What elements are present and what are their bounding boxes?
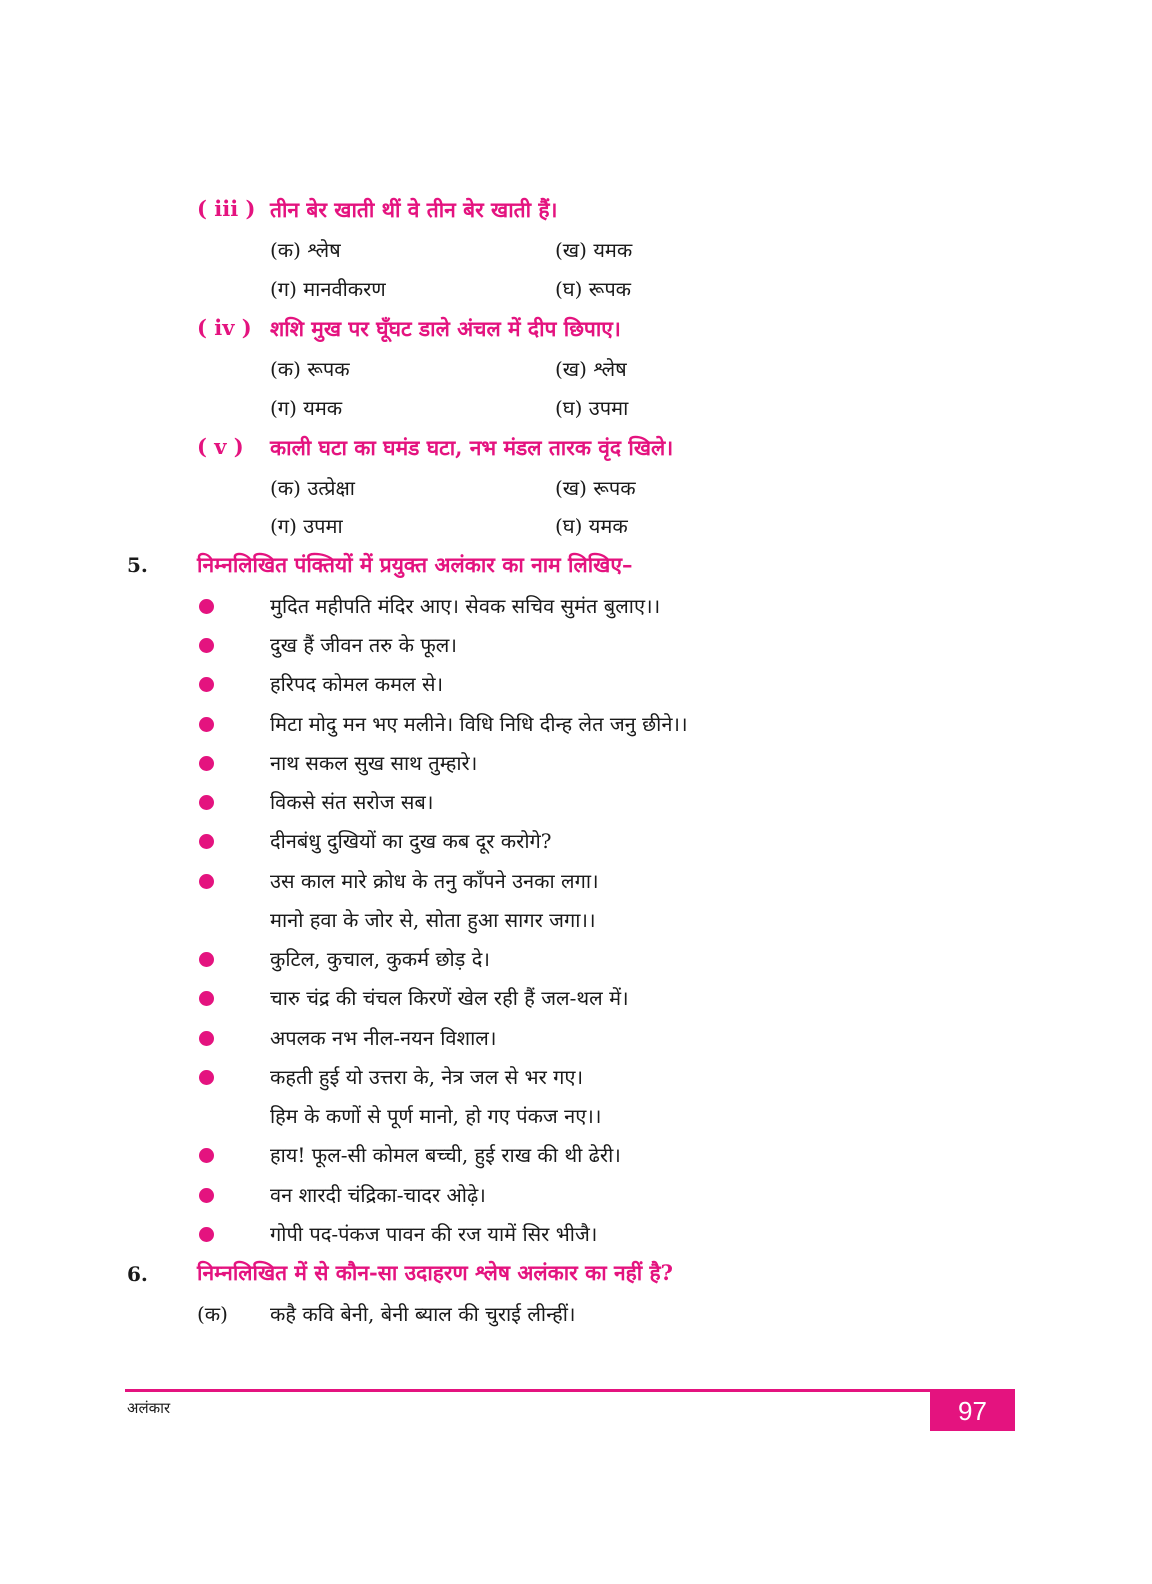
- list-item: कुटिल, कुचाल, कुकर्म छोड़ दे।: [270, 947, 490, 971]
- list-item: उस काल मारे क्रोध के तनु काँपने उनका लगा।: [270, 869, 599, 893]
- list-item: हाय! फूल-सी कोमल बच्ची, हुई राख की थी ढेरी।: [270, 1143, 621, 1167]
- bullet-icon: [199, 1031, 214, 1046]
- list-item: हरिपद कोमल कमल से।: [270, 672, 444, 696]
- option-ga: (ग) उपमा: [270, 514, 343, 538]
- list-item: कहती हुई यो उत्तरा के, नेत्र जल से भर गए।: [270, 1065, 584, 1089]
- section-title: निम्नलिखित पंक्तियों में प्रयुक्त अलंकार का नाम लिखिए–: [197, 552, 633, 577]
- list-item: गोपी पद-पंकज पावन की रज यामें सिर भीजै।: [270, 1222, 598, 1246]
- bullet-icon: [199, 638, 214, 653]
- bullet-icon: [199, 1188, 214, 1203]
- option-label: (क): [197, 1302, 228, 1326]
- bullet-icon: [199, 756, 214, 771]
- question-number: ( iii ): [197, 196, 256, 221]
- option-kha: (ख) यमक: [555, 238, 633, 262]
- option-gha: (घ) रूपक: [555, 277, 632, 301]
- option-ga: (ग) मानवीकरण: [270, 277, 386, 301]
- question-number: ( iv ): [197, 315, 252, 340]
- footer-chapter-label: अलंकार: [127, 1399, 171, 1417]
- option-text: कहै कवि बेनी, बेनी ब्याल की चुराई लीन्हीं।: [270, 1302, 576, 1326]
- page-number: 97: [930, 1391, 1015, 1431]
- question-text: तीन बेर खाती थीं वे तीन बेर खाती हैं।: [270, 197, 558, 222]
- option-kha: (ख) रूपक: [555, 476, 636, 500]
- list-item: वन शारदी चंद्रिका-चादर ओढ़े।: [270, 1183, 486, 1207]
- option-gha: (घ) यमक: [555, 514, 628, 538]
- section-number: 6.: [127, 1262, 148, 1286]
- question-text: शशि मुख पर घूँघट डाले अंचल में दीप छिपाए।: [270, 316, 621, 341]
- bullet-icon: [199, 834, 214, 849]
- bullet-icon: [199, 952, 214, 967]
- bullet-icon: [199, 1227, 214, 1242]
- bullet-icon: [199, 1148, 214, 1163]
- section-number: 5.: [127, 553, 148, 577]
- question-text: काली घटा का घमंड घटा, नभ मंडल तारक वृंद खिले।: [270, 435, 674, 460]
- option-gha: (घ) उपमा: [555, 396, 629, 420]
- list-item: चारु चंद्र की चंचल किरणें खेल रही हैं जल-थल में।: [270, 986, 629, 1010]
- footer-divider: [125, 1389, 1015, 1392]
- list-item: मुदित महीपति मंदिर आए। सेवक सचिव सुमंत बुलाए।।: [270, 594, 661, 618]
- question-number: ( v ): [197, 434, 244, 459]
- section-title: निम्नलिखित में से कौन-सा उदाहरण श्लेष अलंकार का नहीं है?: [197, 1260, 673, 1285]
- bullet-icon: [199, 991, 214, 1006]
- bullet-icon: [199, 1070, 214, 1085]
- bullet-icon: [199, 795, 214, 810]
- list-item: दुख हैं जीवन तरु के फूल।: [270, 633, 457, 657]
- list-item: दीनबंधु दुखियों का दुख कब दूर करोगे?: [270, 829, 552, 853]
- list-item: विकसे संत सरोज सब।: [270, 790, 434, 814]
- list-item-continuation: मानो हवा के जोर से, सोता हुआ सागर जगा।।: [270, 908, 596, 932]
- option-ka: (क) उत्प्रेक्षा: [270, 476, 355, 500]
- option-ka: (क) श्लेष: [270, 238, 341, 262]
- option-ga: (ग) यमक: [270, 396, 343, 420]
- list-item: अपलक नभ नील-नयन विशाल।: [270, 1026, 497, 1050]
- option-ka: (क) रूपक: [270, 357, 350, 381]
- list-item-continuation: हिम के कणों से पूर्ण मानो, हो गए पंकज नए।।: [270, 1104, 602, 1128]
- bullet-icon: [199, 874, 214, 889]
- bullet-icon: [199, 599, 214, 614]
- list-item: मिटा मोदु मन भए मलीने। विधि निधि दीन्ह लेत जनु छीने।।: [270, 712, 688, 736]
- bullet-icon: [199, 717, 214, 732]
- list-item: नाथ सकल सुख साथ तुम्हारे।: [270, 751, 478, 775]
- bullet-icon: [199, 677, 214, 692]
- option-kha: (ख) श्लेष: [555, 357, 627, 381]
